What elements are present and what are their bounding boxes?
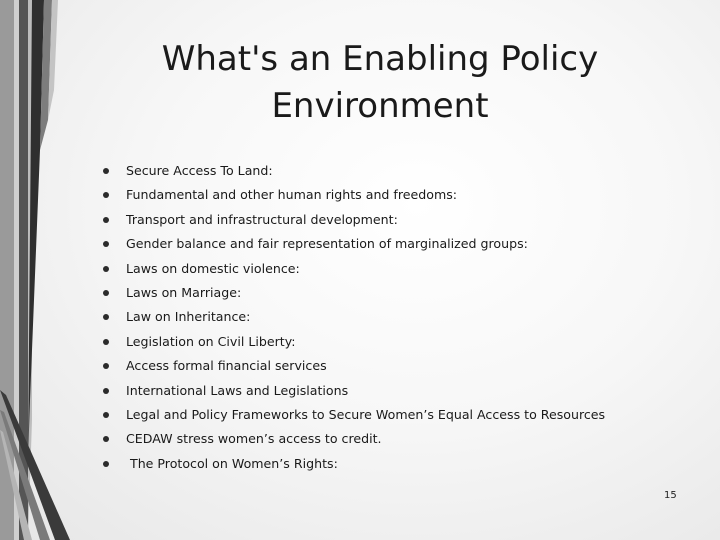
bullet-dot-icon bbox=[103, 436, 109, 442]
bullet-text: Access formal financial services bbox=[126, 358, 327, 374]
bullet-text: CEDAW stress women’s access to credit. bbox=[126, 431, 382, 447]
bullet-text: Laws on Marriage: bbox=[126, 284, 242, 300]
bullet-dot-icon bbox=[103, 339, 109, 345]
bullet-dot-icon bbox=[103, 461, 109, 467]
slide-title: What's an Enabling Policy Environment bbox=[161, 39, 599, 126]
bullet-text: Legislation on Civil Liberty: bbox=[126, 333, 296, 349]
bullet-dot-icon bbox=[103, 314, 109, 320]
bullet-dot-icon bbox=[103, 388, 109, 394]
bullet-dot-icon bbox=[103, 266, 109, 272]
page-number: 15 bbox=[664, 490, 677, 501]
bullet-dot-icon bbox=[103, 241, 109, 247]
bullet-dot-icon bbox=[103, 363, 109, 369]
left-decorative-stripes bbox=[0, 0, 80, 540]
bullet-text: Secure Access To Land: bbox=[126, 163, 273, 178]
bullet-dot-icon bbox=[103, 290, 109, 296]
bullet-text: Gender balance and fair representation of marginalized groups: bbox=[126, 236, 528, 252]
bullet-text: Law on Inheritance: bbox=[126, 309, 251, 325]
bullet-dot-icon bbox=[103, 217, 109, 223]
bullet-dot-icon bbox=[103, 412, 109, 418]
bullet-text: Transport and infrastructural development: bbox=[126, 211, 398, 227]
bullet-text: Laws on domestic violence: bbox=[126, 260, 300, 276]
bullet-text: Fundamental and other human rights and freedoms: bbox=[126, 187, 458, 203]
bullet-dot-icon bbox=[103, 168, 109, 174]
bullet-text: International Laws and Legislations bbox=[126, 382, 349, 398]
bullet-dot-icon bbox=[103, 192, 109, 198]
bullet-text: The Protocol on Women’s Rights: bbox=[126, 455, 338, 471]
bullet-text: Legal and Policy Frameworks to Secure Women’s Equal Access to Resources bbox=[126, 406, 606, 422]
